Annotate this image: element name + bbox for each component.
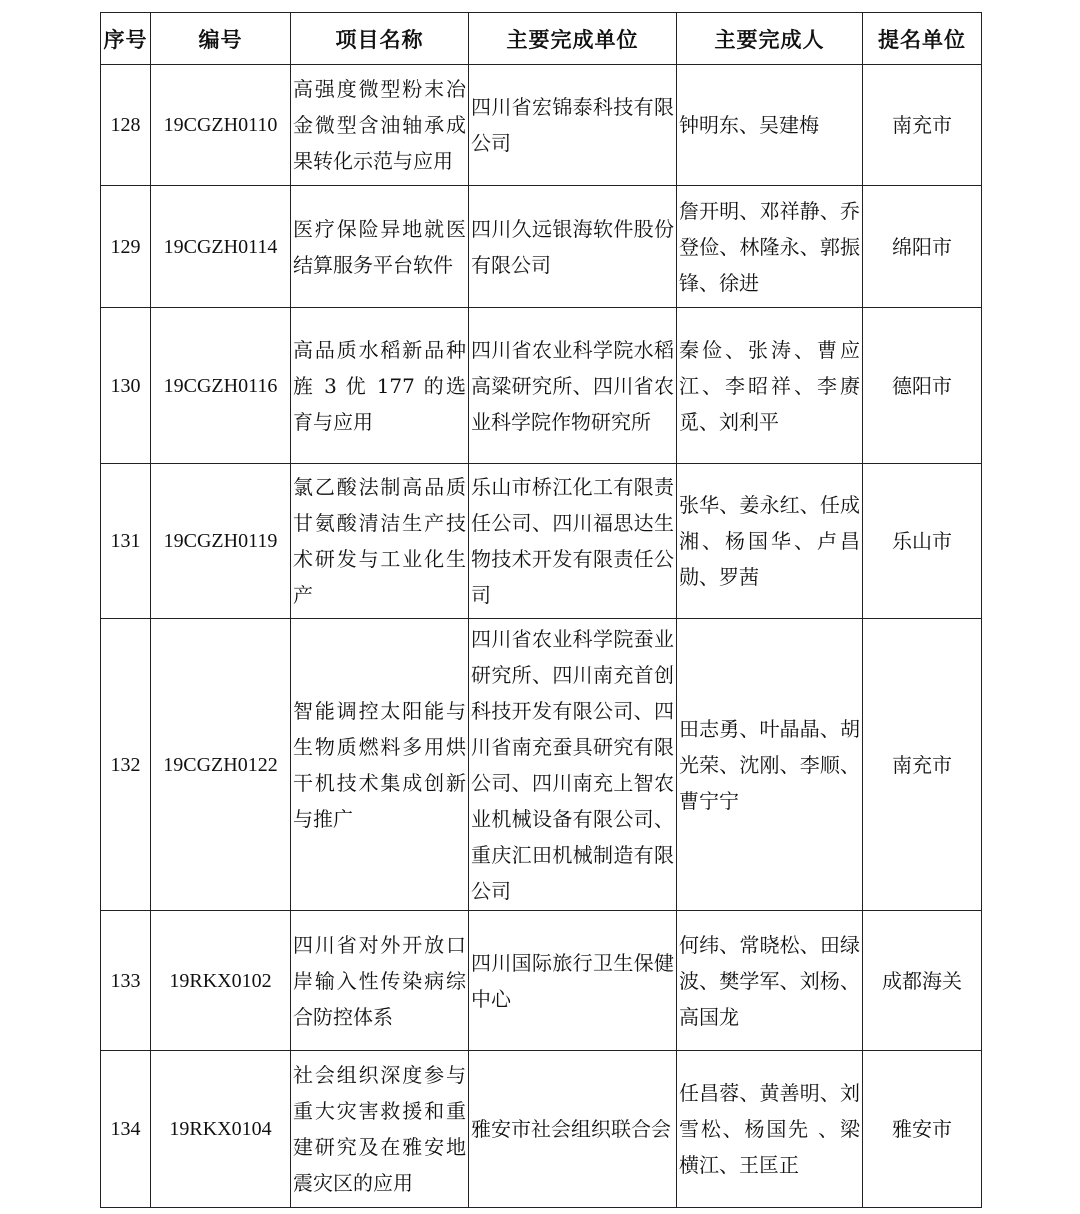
header-code: 编号	[151, 13, 291, 65]
row-project-name: 高品质水稻新品种旌 3 优 177 的选育与应用	[291, 308, 469, 464]
table-row	[101, 1051, 982, 1208]
row-main-unit: 四川国际旅行卫生保健中心	[469, 911, 677, 1051]
row-code: 19RKX0102	[151, 911, 291, 1051]
row-code: 19CGZH0122	[151, 619, 291, 911]
row-main-person: 何纬、常晓松、田绿波、樊学军、刘杨、高国龙	[677, 911, 863, 1051]
table-row	[101, 464, 982, 619]
row-code: 19CGZH0116	[151, 308, 291, 464]
row-seq: 128	[101, 65, 151, 186]
row-main-person: 张华、姜永红、任成湘、杨国华、卢昌勋、罗茜	[677, 464, 863, 619]
row-main-person: 詹开明、邓祥静、乔登俭、林隆永、郭振锋、徐进	[677, 186, 863, 308]
row-nominator: 德阳市	[863, 308, 982, 464]
row-seq: 132	[101, 619, 151, 911]
header-seq: 序号	[101, 13, 151, 65]
row-project-name: 社会组织深度参与重大灾害救援和重建研究及在雅安地震灾区的应用	[291, 1051, 469, 1208]
row-code: 19RKX0104	[151, 1051, 291, 1208]
row-nominator: 南充市	[863, 65, 982, 186]
row-seq: 134	[101, 1051, 151, 1208]
row-seq: 133	[101, 911, 151, 1051]
row-seq: 130	[101, 308, 151, 464]
row-nominator: 绵阳市	[863, 186, 982, 308]
row-main-person: 钟明东、吴建梅	[677, 65, 863, 186]
row-code: 19CGZH0110	[151, 65, 291, 186]
row-main-unit: 四川久远银海软件股份有限公司	[469, 186, 677, 308]
row-project-name: 医疗保险异地就医结算服务平台软件	[291, 186, 469, 308]
row-main-unit: 四川省宏锦泰科技有限公司	[469, 65, 677, 186]
row-project-name: 高强度微型粉末冶金微型含油轴承成果转化示范与应用	[291, 65, 469, 186]
row-main-unit: 四川省农业科学院水稻高粱研究所、四川省农业科学院作物研究所	[469, 308, 677, 464]
table-row	[101, 65, 982, 186]
header-project-name: 项目名称	[291, 13, 469, 65]
table-row	[101, 619, 982, 911]
table-row	[101, 308, 982, 464]
row-seq: 129	[101, 186, 151, 308]
row-code: 19CGZH0119	[151, 464, 291, 619]
row-main-person: 田志勇、叶晶晶、胡光荣、沈刚、李顺、曹宁宁	[677, 619, 863, 911]
row-main-unit: 雅安市社会组织联合会	[469, 1051, 677, 1208]
row-nominator: 南充市	[863, 619, 982, 911]
row-nominator: 雅安市	[863, 1051, 982, 1208]
row-project-name: 四川省对外开放口岸输入性传染病综合防控体系	[291, 911, 469, 1051]
table-header-row	[101, 13, 982, 65]
table-row	[101, 911, 982, 1051]
row-main-unit: 乐山市桥江化工有限责任公司、四川福思达生物技术开发有限责任公司	[469, 464, 677, 619]
row-project-name: 智能调控太阳能与生物质燃料多用烘干机技术集成创新与推广	[291, 619, 469, 911]
row-main-person: 秦俭、张涛、曹应江、李昭祥、李赓觅、刘利平	[677, 308, 863, 464]
header-nominator: 提名单位	[863, 13, 982, 65]
row-nominator: 乐山市	[863, 464, 982, 619]
header-main-unit: 主要完成单位	[469, 13, 677, 65]
row-seq: 131	[101, 464, 151, 619]
row-nominator: 成都海关	[863, 911, 982, 1051]
award-list-table	[100, 12, 982, 1208]
row-main-person: 任昌蓉、黄善明、刘雪松、杨国先 、梁横江、王匡正	[677, 1051, 863, 1208]
row-main-unit: 四川省农业科学院蚕业研究所、四川南充首创科技开发有限公司、四川省南充蚕具研究有限公司、四川南充上智农业机械设备有限公司、重庆汇田机械制造有限公司	[469, 619, 677, 911]
row-code: 19CGZH0114	[151, 186, 291, 308]
row-project-name: 氯乙酸法制高品质甘氨酸清洁生产技术研发与工业化生产	[291, 464, 469, 619]
table-row	[101, 186, 982, 308]
header-main-person: 主要完成人	[677, 13, 863, 65]
